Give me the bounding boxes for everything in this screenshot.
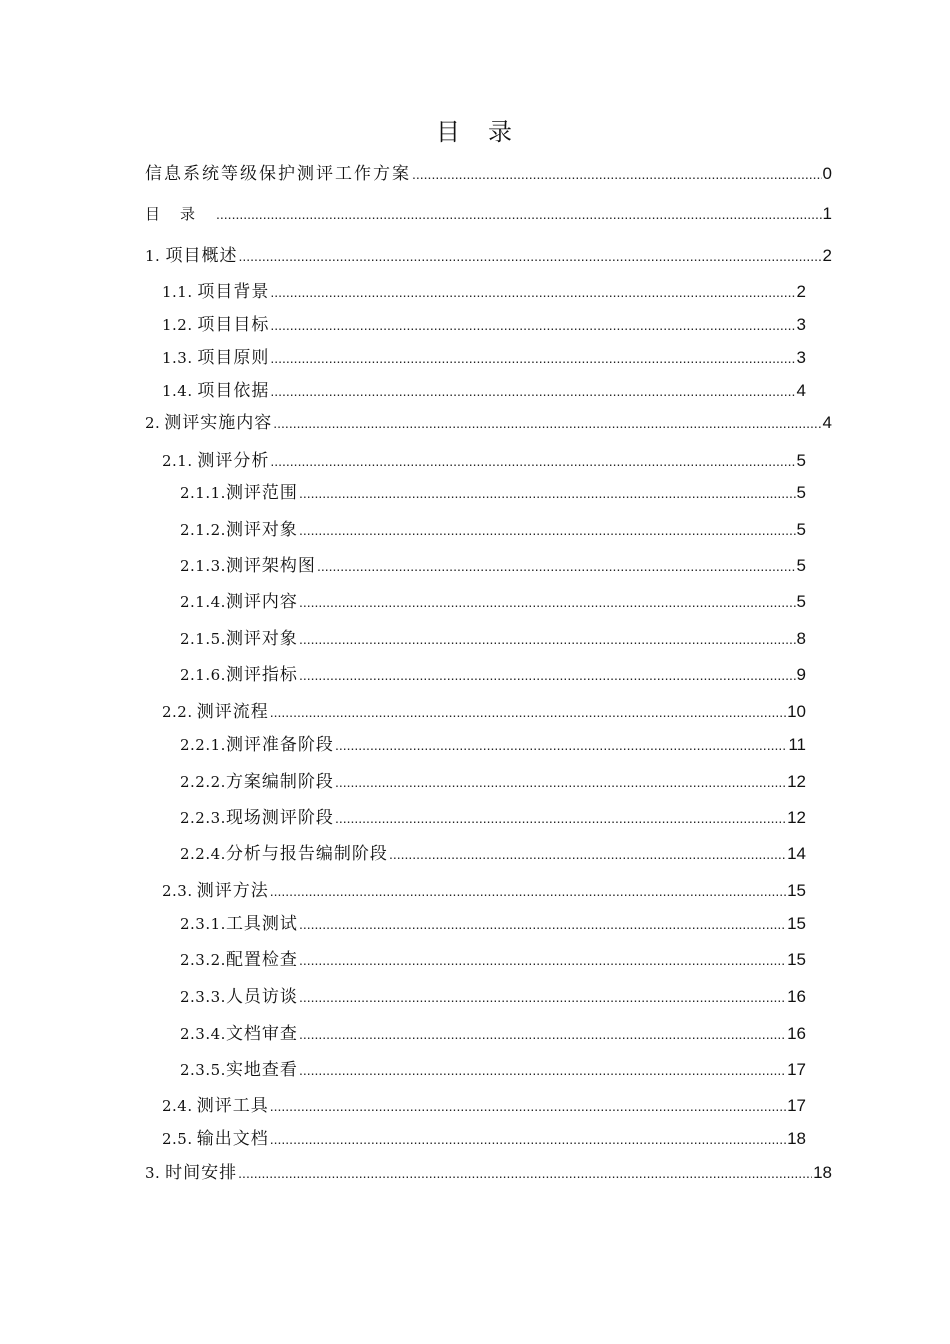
toc-entry-label: 测评指标	[225, 665, 298, 685]
toc-entry[interactable]	[162, 1095, 806, 1117]
toc-entry[interactable]	[162, 281, 806, 303]
toc-entry-leader	[299, 628, 796, 650]
toc-entry-label: 测评方法	[196, 881, 269, 901]
toc-entry-leader	[299, 949, 786, 971]
toc-entry-label: 测评对象	[225, 520, 298, 540]
toc-entry-label: 现场测评阶段	[225, 808, 334, 828]
toc-entry-leader	[299, 1059, 786, 1081]
toc-entry[interactable]	[162, 880, 806, 902]
toc-entry-label: 项目目标	[197, 315, 270, 335]
toc-entry[interactable]	[180, 482, 806, 504]
toc-entry-page-number: 15	[787, 881, 806, 900]
toc-entry-label: 测评对象	[225, 629, 298, 649]
toc-entry-page-number: 5	[796, 483, 806, 502]
toc-entry-page-number: 5	[796, 592, 806, 611]
toc-entry-number: 1.4.	[162, 382, 193, 400]
toc-entry-label: 时间安排	[165, 1163, 238, 1183]
toc-entry[interactable]	[162, 314, 806, 336]
toc-entry-number: 2.1.	[162, 452, 193, 470]
toc-entry-label: 工具测试	[225, 914, 298, 934]
toc-entry-leader	[239, 245, 822, 267]
toc-entry[interactable]	[180, 591, 806, 613]
toc-entry[interactable]	[180, 807, 806, 829]
toc-entry-leader	[299, 1023, 786, 1045]
toc-entry-number: 2.3.4.	[180, 1025, 226, 1043]
toc-entry-number: 2.	[145, 414, 161, 432]
toc-entry[interactable]	[145, 412, 832, 434]
toc-entry-number: 2.2.2.	[180, 773, 226, 791]
toc-entry[interactable]	[180, 986, 806, 1008]
toc-entry[interactable]	[180, 734, 806, 756]
toc-entry-label: 项目依据	[197, 381, 270, 401]
toc-entry-label: 实地查看	[225, 1060, 298, 1080]
toc-entry[interactable]	[145, 163, 832, 185]
toc-entry-number: 2.3.2.	[180, 951, 226, 969]
toc-entry[interactable]	[162, 701, 806, 723]
toc-entry-number: 2.3.5.	[180, 1061, 226, 1079]
toc-entry[interactable]	[162, 450, 806, 472]
toc-entry-page-number: 17	[787, 1096, 806, 1115]
toc-entry-number: 2.1.3.	[180, 557, 226, 575]
toc-entry-number: 2.1.5.	[180, 630, 226, 648]
toc-entry-page-number: 5	[796, 451, 806, 470]
toc-entry-page-number: 2	[796, 282, 806, 301]
toc-entry-leader	[412, 163, 822, 185]
toc-entry-page-number: 15	[787, 950, 806, 969]
toc-entry[interactable]	[145, 203, 832, 225]
toc-entry-number: 2.5.	[162, 1130, 193, 1148]
toc-entry-leader	[335, 771, 786, 793]
toc-entry-page-number: 18	[813, 1163, 832, 1182]
toc-entry-page-number: 14	[787, 844, 806, 863]
toc-entry-page-number: 2	[822, 246, 832, 265]
toc-entry-leader	[270, 450, 795, 472]
toc-entry[interactable]	[180, 1059, 806, 1081]
toc-entry[interactable]	[180, 771, 806, 793]
toc-entry-label: 测评架构图	[225, 556, 316, 576]
toc-entry-number: 2.4.	[162, 1097, 193, 1115]
toc-entry-leader	[270, 1095, 786, 1117]
toc-entry-leader	[238, 1162, 812, 1184]
toc-entry-page-number: 1	[822, 204, 832, 223]
toc-entry-page-number: 4	[822, 413, 832, 432]
toc-entry-page-number: 11	[788, 735, 806, 754]
toc-entry-page-number: 17	[787, 1060, 806, 1079]
toc-entry-leader	[299, 913, 786, 935]
toc-entry-page-number: 4	[796, 381, 806, 400]
toc-entry-label: 测评分析	[197, 451, 270, 471]
toc-entry-label: 测评准备阶段	[225, 735, 334, 755]
toc-entry-label: 项目背景	[197, 282, 270, 302]
toc-entry-leader	[216, 203, 822, 225]
toc-entry-page-number: 9	[796, 665, 806, 684]
toc-entry-page-number: 15	[787, 914, 806, 933]
toc-entry-label: 信息系统等级保护测评工作方案	[145, 164, 411, 184]
toc-entry-page-number: 16	[787, 987, 806, 1006]
toc-entry-label: 项目原则	[197, 348, 270, 368]
toc-entry-page-number: 8	[796, 629, 806, 648]
toc-entry-page-number: 3	[796, 315, 806, 334]
toc-entry-label: 测评工具	[196, 1096, 269, 1116]
toc-entry[interactable]	[180, 949, 806, 971]
toc-entry-label: 人员访谈	[225, 987, 298, 1007]
toc-entry-leader	[270, 380, 795, 402]
toc-entry[interactable]	[180, 843, 806, 865]
toc-entry-number: 2.1.4.	[180, 593, 226, 611]
toc-entry-leader	[317, 555, 796, 577]
toc-entry[interactable]	[162, 347, 806, 369]
toc-entry[interactable]	[180, 519, 806, 541]
toc-entry-label: 输出文档	[196, 1129, 269, 1149]
toc-entry-label: 文档审查	[225, 1024, 298, 1044]
toc-entry[interactable]	[180, 628, 806, 650]
toc-entry-leader	[299, 591, 796, 613]
toc-entry[interactable]	[180, 664, 806, 686]
toc-entry-label: 测评实施内容	[164, 413, 273, 433]
toc-entry-number: 2.1.6.	[180, 666, 226, 684]
toc-entry-leader	[299, 664, 796, 686]
toc-entry-number: 1.1.	[162, 283, 193, 301]
toc-entry-page-number: 3	[796, 348, 806, 367]
toc-entry-label: 测评流程	[196, 702, 269, 722]
toc-entry[interactable]	[180, 1023, 806, 1045]
toc-entry[interactable]	[162, 1128, 806, 1150]
toc-title-part2: 录	[488, 118, 514, 146]
toc-title-part1: 目	[436, 118, 462, 146]
toc-entry-page-number: 10	[787, 702, 806, 721]
toc-entry-number: 2.2.1.	[180, 736, 226, 754]
toc-entry-leader	[335, 734, 787, 756]
toc-entry[interactable]	[162, 380, 806, 402]
toc-entry-leader	[299, 986, 786, 1008]
toc-entry-number: 2.1.2.	[180, 521, 226, 539]
toc-entry-page-number: 12	[787, 808, 806, 827]
toc-entry-number: 1.	[145, 247, 161, 265]
toc-entry-number: 3.	[145, 1164, 161, 1182]
toc-entry-leader	[299, 519, 796, 541]
toc-entry-page-number: 12	[787, 772, 806, 791]
toc-entry-number: 2.2.	[162, 703, 193, 721]
toc-entry-number: 2.3.3.	[180, 988, 226, 1006]
toc-entry-number: 2.2.3.	[180, 809, 226, 827]
toc-entry-leader	[270, 347, 795, 369]
toc-entry-label: 方案编制阶段	[225, 772, 334, 792]
toc-entry-label: 测评内容	[225, 592, 298, 612]
toc-entry-number: 2.2.4.	[180, 845, 226, 863]
toc-entry-leader	[270, 314, 795, 336]
toc-entry-leader	[335, 807, 786, 829]
toc-entry-page-number: 5	[796, 556, 806, 575]
toc-entry-number: 1.2.	[162, 316, 193, 334]
toc-entry-label: 目录	[145, 205, 216, 223]
toc-entry-page-number: 0	[822, 164, 832, 183]
toc-entry-number: 2.3.	[162, 882, 193, 900]
toc-entry-leader	[299, 482, 796, 504]
toc-entry-leader	[270, 880, 786, 902]
toc-entry-page-number: 16	[787, 1024, 806, 1043]
toc-entry-page-number: 18	[787, 1129, 806, 1148]
toc-entry-page-number: 5	[796, 520, 806, 539]
toc-entry-leader	[270, 1128, 786, 1150]
toc-entry-label: 分析与报告编制阶段	[225, 844, 388, 864]
toc-entry-leader	[273, 412, 821, 434]
toc-entry-number: 2.1.1.	[180, 484, 226, 502]
toc-entry-label: 测评范围	[225, 483, 298, 503]
toc-entry[interactable]	[180, 555, 806, 577]
toc-entry-number: 2.3.1.	[180, 915, 226, 933]
toc-entry-leader	[270, 701, 786, 723]
toc-entry-label: 项目概述	[165, 246, 238, 266]
toc-entry-leader	[270, 281, 795, 303]
toc-entry[interactable]	[180, 913, 806, 935]
toc-entry[interactable]	[145, 245, 832, 267]
toc-entry-number: 1.3.	[162, 349, 193, 367]
toc-entry-label: 配置检查	[225, 950, 298, 970]
toc-entry-leader	[389, 843, 786, 865]
toc-entry[interactable]	[145, 1162, 832, 1184]
